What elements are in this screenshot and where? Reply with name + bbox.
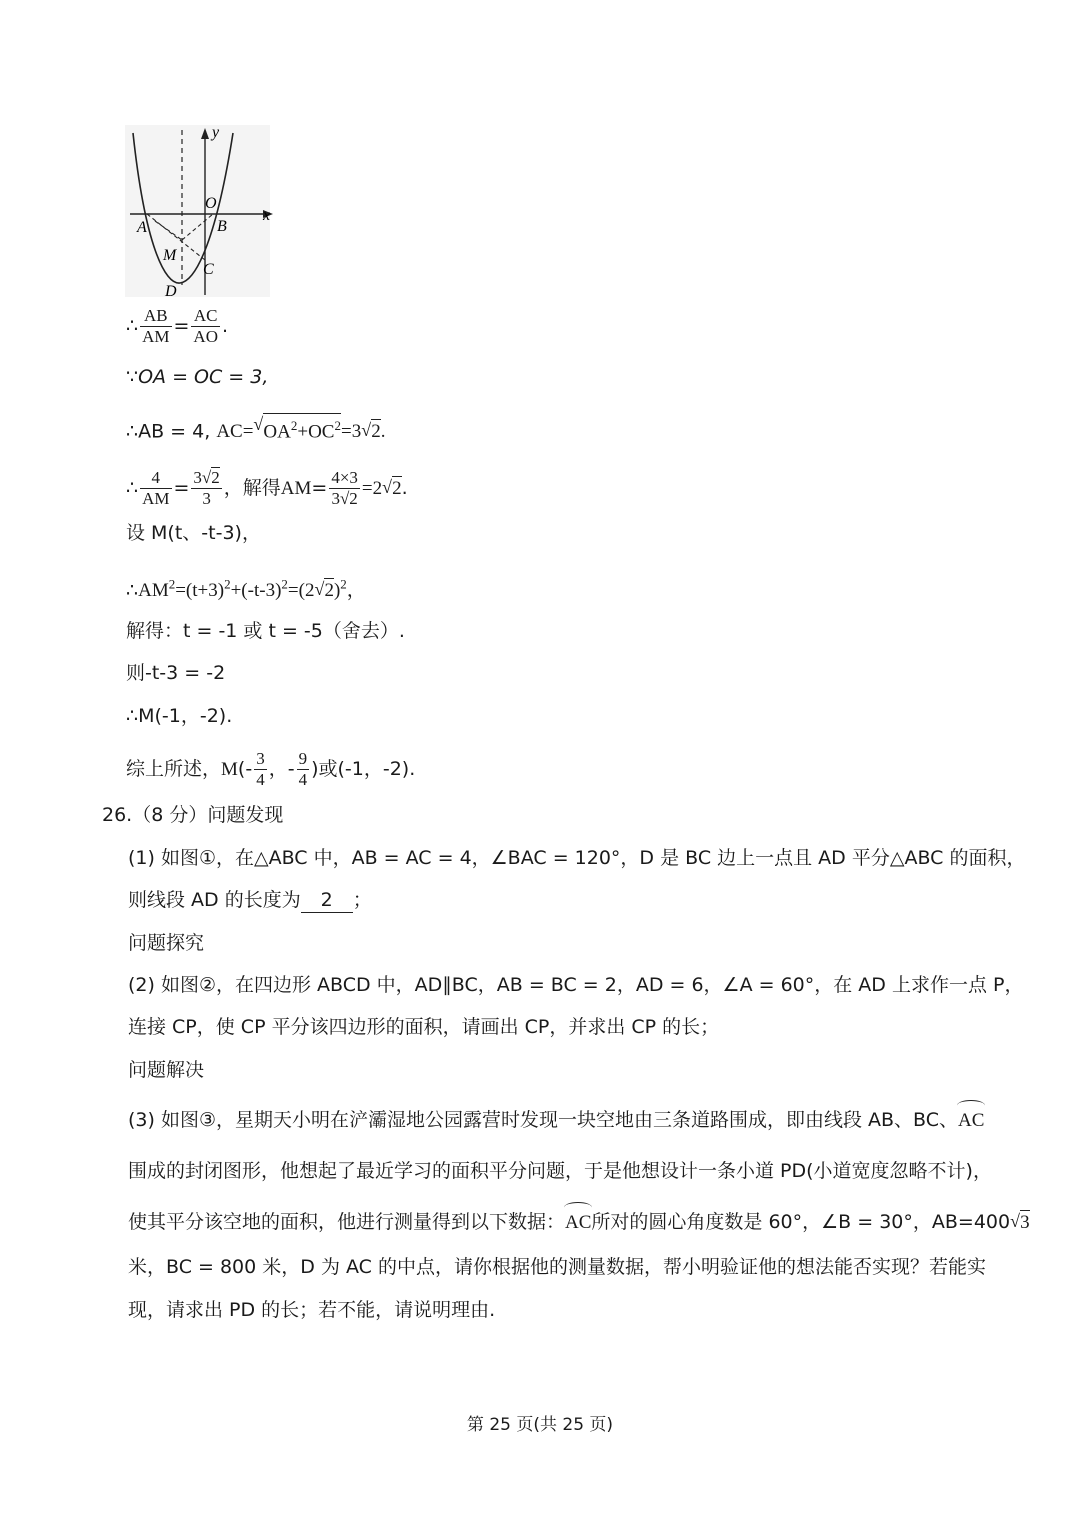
set-m-text: 设 M(t、-t-3)， bbox=[126, 522, 261, 544]
oa-oc-text: OA = OC = 3, bbox=[138, 366, 269, 388]
q26-part3-line3 bbox=[128, 1210, 1030, 1235]
minus-t-text: 则-t-3 = -2 bbox=[126, 662, 226, 684]
am-solve-line: ∴ $\frac{4}{AM}$ = $\frac{3√2}{3}$ ，解得AM= $\frac{4\times 3}{3√2}$ =2 √ 2. bbox=[126, 468, 408, 508]
sqrt-3: √ 3 bbox=[1010, 1211, 1030, 1233]
arc-label: AC bbox=[958, 1110, 985, 1131]
term-3: =(2 bbox=[287, 580, 315, 602]
summary-prefix: 综上所述， bbox=[126, 758, 222, 780]
denominator: AO bbox=[193, 327, 218, 346]
q26-part3-line1 bbox=[128, 1108, 984, 1133]
numerator: AB bbox=[140, 306, 171, 327]
because-line bbox=[126, 365, 268, 389]
label-A: A bbox=[137, 219, 147, 236]
fraction-3-4 bbox=[254, 749, 267, 790]
sqrt-2: √ 2 bbox=[361, 420, 381, 443]
radicand-oc: +OC bbox=[297, 421, 335, 443]
arc-ac bbox=[565, 1211, 591, 1235]
denominator-radicand: 2 bbox=[349, 489, 358, 508]
radicand: 3 bbox=[1020, 1212, 1030, 1233]
term-close: ) bbox=[333, 580, 341, 602]
set-m-line bbox=[126, 521, 261, 545]
denominator: AM bbox=[142, 489, 170, 508]
therefore-symbol: ∴ bbox=[126, 579, 139, 602]
denominator: 3 bbox=[202, 489, 211, 508]
fraction-9-4 bbox=[297, 749, 310, 790]
solution-t-text: 解得：t = -1 或 t = -5（舍去）. bbox=[126, 620, 405, 642]
label-C: C bbox=[203, 261, 214, 278]
summary-suffix: )或(-1，-2). bbox=[311, 758, 416, 780]
q26-heading-explore: 问题探究 bbox=[128, 932, 205, 954]
fraction-ab-am bbox=[140, 306, 171, 347]
solve-text: ，解得 bbox=[223, 477, 281, 499]
minus-t-line bbox=[126, 661, 225, 685]
radicand: 2 bbox=[371, 421, 381, 443]
numerator-radicand: 2 bbox=[211, 468, 220, 487]
q26-part1-line2 bbox=[128, 888, 372, 913]
radicand-oa: OA bbox=[263, 421, 291, 443]
part1-question: 则线段 AD 的长度为 bbox=[128, 889, 301, 911]
fraction-ac-ao bbox=[191, 306, 220, 347]
part1-end: ； bbox=[352, 889, 372, 911]
q26-part3-line5: 现，请求出 PD 的长；若不能，请说明理由. bbox=[128, 1299, 496, 1321]
q26-part3-line4: 米，BC = 800 米，D 为 AC 的中点，请你根据他的测量数据，帮小明验证他的想法能否实现？若能实 bbox=[128, 1256, 986, 1278]
label-y: y bbox=[212, 125, 220, 141]
sqrt-2: √ 2 bbox=[314, 579, 334, 602]
label-x: x bbox=[263, 207, 271, 224]
am-label: AM bbox=[138, 580, 169, 602]
page-footer: 第 25 页(共 25 页) bbox=[466, 1415, 614, 1435]
ab-ac-line: ∴AB = 4, AC= √ $OA^2+OC^2=3$ √ 2. bbox=[126, 414, 386, 443]
radicand: 2 bbox=[392, 478, 402, 499]
ac-label: AC= bbox=[216, 421, 254, 443]
denominator: 4 bbox=[256, 770, 265, 789]
denominator-coef: 3 bbox=[331, 489, 340, 508]
fraction-4-am bbox=[140, 468, 171, 509]
term-2: +(-t-3) bbox=[230, 580, 282, 602]
q26-header: 26.（8 分）问题发现 bbox=[102, 804, 284, 826]
am-squared-line: $\therefore AM^2=(t+3)^2+(-t-3)^2=(2$ √ 2)$^2$， bbox=[126, 577, 366, 602]
sqrt-2: √ 2 bbox=[382, 477, 402, 499]
denominator: 4 bbox=[298, 770, 308, 789]
q26-part2-line2: 连接 CP，使 CP 平分该四边形的面积，请画出 CP，并求出 CP 的长； bbox=[128, 1016, 720, 1038]
label-M: M bbox=[163, 247, 177, 264]
am-label: AM bbox=[280, 478, 312, 499]
parabola-figure bbox=[125, 125, 275, 300]
q26-part2-line1: (2) 如图②，在四边形 ABCD 中，AD∥BC，AB = BC = 2，AD = 6，∠A = 60°，在 AD 上求作一点 P， bbox=[128, 974, 1024, 996]
numerator: 9 bbox=[298, 749, 308, 768]
part3-text-3a: 使其平分该空地的面积，他进行测量得到以下数据： bbox=[128, 1211, 566, 1233]
term-1: =(t+3) bbox=[175, 580, 225, 602]
q26-part1-line1: (1) 如图①，在△ABC 中，AB = AC = 4，∠BAC = 120°，D 是 BC 边上一点且 AD 平分△ABC 的面积， bbox=[128, 847, 1026, 869]
ratio-line: ∴ $\frac{AB}{AM}$ = $\frac{AC}{AO}$ . bbox=[126, 306, 229, 346]
q26-heading-solve: 问题解决 bbox=[128, 1059, 205, 1081]
numerator: 3 bbox=[256, 749, 265, 768]
arc-ac bbox=[958, 1109, 984, 1133]
therefore-symbol: ∴ bbox=[126, 477, 139, 499]
sqrt-expression: √ $OA^2+OC^2$ bbox=[253, 414, 341, 443]
therefore-symbol: ∴ bbox=[126, 705, 139, 727]
because-symbol: ∵ bbox=[126, 366, 139, 388]
fraction-4x3: $\frac{4\times 3}{3√2}$ bbox=[331, 468, 358, 508]
part3-text-1: (3) 如图③，星期天小明在浐灞湿地公园露营时发现一块空地由三条道路围成，即由线段 AB、BC、 bbox=[128, 1109, 959, 1131]
ac-result: =3 bbox=[340, 421, 362, 443]
m-point-text: M(-1，-2). bbox=[138, 705, 233, 727]
fraction-3sqrt2-3: $\frac{3√2}{3}$ bbox=[193, 468, 220, 508]
therefore-symbol: ∴ bbox=[126, 315, 139, 337]
m-label: M bbox=[221, 759, 238, 780]
answer-blank: 2 bbox=[301, 888, 353, 913]
part3-text-3b: 所对的圆心角度数是 60°，∠B = 30°，AB=400 bbox=[591, 1211, 1011, 1233]
label-O: O bbox=[205, 195, 217, 212]
denominator: AM bbox=[142, 327, 170, 346]
result-coef: =2 bbox=[361, 478, 383, 499]
numerator: 4 bbox=[140, 468, 171, 489]
q26-part3-line2: 围成的封闭图形，他想起了最近学习的面积平分问题，于是他想设计一条小道 PD(小道宽度忽略不计)， bbox=[128, 1160, 992, 1182]
solution-t-line bbox=[126, 619, 405, 643]
numerator: AC bbox=[191, 306, 220, 327]
summary-line: 综上所述，M(- $\frac{3}{4}$ ，- $\frac{9}{4}$ )或(-1，-2). bbox=[126, 749, 416, 789]
arc-label: AC bbox=[565, 1212, 592, 1233]
figure-background bbox=[125, 125, 270, 297]
numerator-coef: 3 bbox=[193, 468, 202, 487]
therefore-symbol: ∴ bbox=[126, 420, 139, 443]
ab-value: AB = 4, bbox=[138, 420, 211, 443]
radicand: 2 bbox=[324, 580, 334, 602]
label-D: D bbox=[165, 283, 177, 300]
label-B: B bbox=[217, 218, 227, 235]
m-point-line bbox=[126, 704, 232, 728]
numerator: 4×3 bbox=[331, 468, 358, 487]
